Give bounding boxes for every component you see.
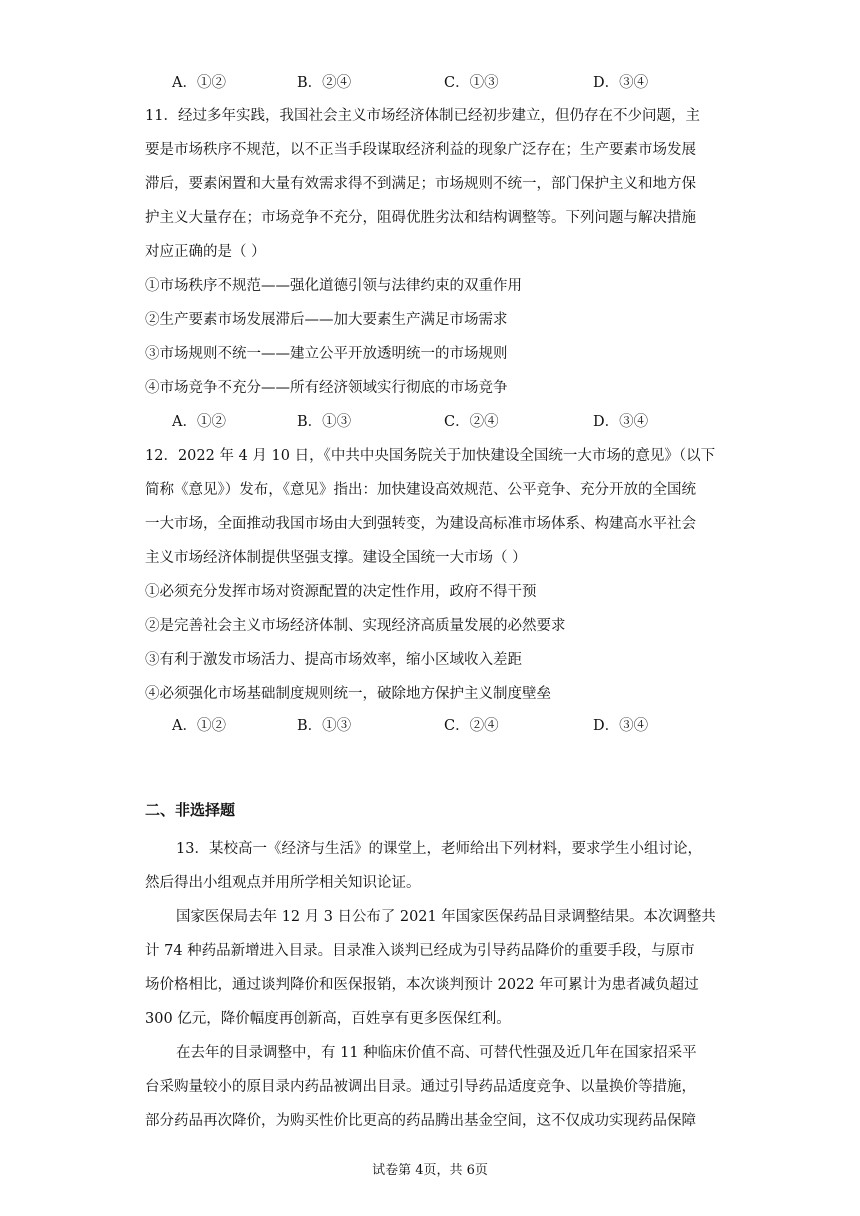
q13-intro-line: 然后得出小组观点并用所学相关知识论证。: [145, 875, 421, 891]
option-c: C．②④: [444, 718, 499, 734]
q13-material-line: 计 74 种药品新增进入目录。目录准入谈判已经成为引导药品降价的重要手段，与原市: [145, 943, 695, 959]
q12-stem-line: 一大市场，全面推动我国市场由大到强转变，为建设高标准市场体系、构建高水平社会: [145, 516, 696, 532]
q12-options: [172, 716, 672, 736]
q13-material-line: 300 亿元，降价幅度再创新高，百姓享有更多医保红利。: [145, 1011, 511, 1027]
q13-material-line: 国家医保局去年 12 月 3 日公布了 2021 年国家医保药品目录调整结果。本次调整共: [176, 909, 716, 925]
q10-options: [172, 73, 672, 93]
q11-item-3: ③市场规则不统一——建立公平开放透明统一的市场规则: [145, 346, 508, 362]
option-a: A．①②: [172, 75, 226, 91]
q11-stem-line: 滞后，要素闲置和大量有效需求得不到满足；市场规则不统一，部门保护主义和地方保: [145, 176, 696, 192]
option-a: A．①②: [172, 414, 226, 430]
q11-stem-line: 对应正确的是（ ）: [145, 244, 266, 260]
option-b: B．①③: [297, 718, 352, 734]
q12-stem-line: 主义市场经济体制提供坚强支撑。建设全国统一大市场（ ）: [145, 550, 527, 566]
option-c: C．①③: [444, 75, 499, 91]
option-a: A．①②: [172, 718, 226, 734]
q12-item-4: ④必须强化市场基础制度规则统一，破除地方保护主义制度壁垒: [145, 686, 551, 702]
q13-intro-line: 13．某校高一《经济与生活》的课堂上，老师给出下列材料，要求学生小组讨论，: [176, 841, 702, 857]
q11-item-4: ④市场竞争不充分——所有经济领域实行彻底的市场竞争: [145, 380, 508, 396]
q11-item-1: ①市场秩序不规范——强化道德引领与法律约束的双重作用: [145, 278, 522, 294]
option-b: B．①③: [297, 414, 352, 430]
q11-stem-line: 护主义大量存在；市场竞争不充分，阻碍优胜劣汰和结构调整等。下列问题与解决措施: [145, 210, 696, 226]
q12-stem-line: 12．2022 年 4 月 10 日，《中共中央国务院关于加快建设全国统一大市场的意见》（以下: [145, 448, 716, 464]
page-footer: 试卷第 4页，共 6页: [372, 1163, 488, 1178]
q11-options: [172, 412, 672, 432]
q11-stem-line: 11．经过多年实践，我国社会主义市场经济体制已经初步建立，但仍存在不少问题，主: [145, 108, 700, 124]
q12-item-1: ①必须充分发挥市场对资源配置的决定性作用，政府不得干预: [145, 584, 537, 600]
option-d: D．③④: [593, 718, 649, 734]
q13-material-line: 台采购量较小的原目录内药品被调出目录。通过引导药品适度竞争、以量换价等措施，: [145, 1079, 696, 1095]
option-c: C．②④: [444, 414, 499, 430]
q12-stem-line: 简称《意见》）发布，《意见》指出：加快建设高效规范、公平竞争、充分开放的全国统: [145, 482, 696, 498]
q11-item-2: ②生产要素市场发展滞后——加大要素生产满足市场需求: [145, 312, 508, 328]
option-b: B．②④: [297, 75, 352, 91]
q12-item-3: ③有利于激发市场活力、提高市场效率，缩小区域收入差距: [145, 652, 522, 668]
q13-material-line: 场价格相比，通过谈判降价和医保报销，本次谈判预计 2022 年可累计为患者减负超过: [145, 977, 699, 993]
q13-material-line: 部分药品再次降价，为购买性价比更高的药品腾出基金空间，这不仅成功实现药品保障: [145, 1113, 696, 1129]
option-d: D．③④: [593, 414, 649, 430]
q13-material-line: 在去年的目录调整中，有 11 种临床价值不高、可替代性强及近几年在国家招采平: [176, 1045, 697, 1061]
section-heading: 二、非选择题: [145, 801, 236, 819]
q11-stem-line: 要是市场秩序不规范，以不正当手段谋取经济利益的现象广泛存在；生产要素市场发展: [145, 142, 696, 158]
option-d: D．③④: [593, 75, 649, 91]
q12-item-2: ②是完善社会主义市场经济体制、实现经济高质量发展的必然要求: [145, 618, 566, 634]
